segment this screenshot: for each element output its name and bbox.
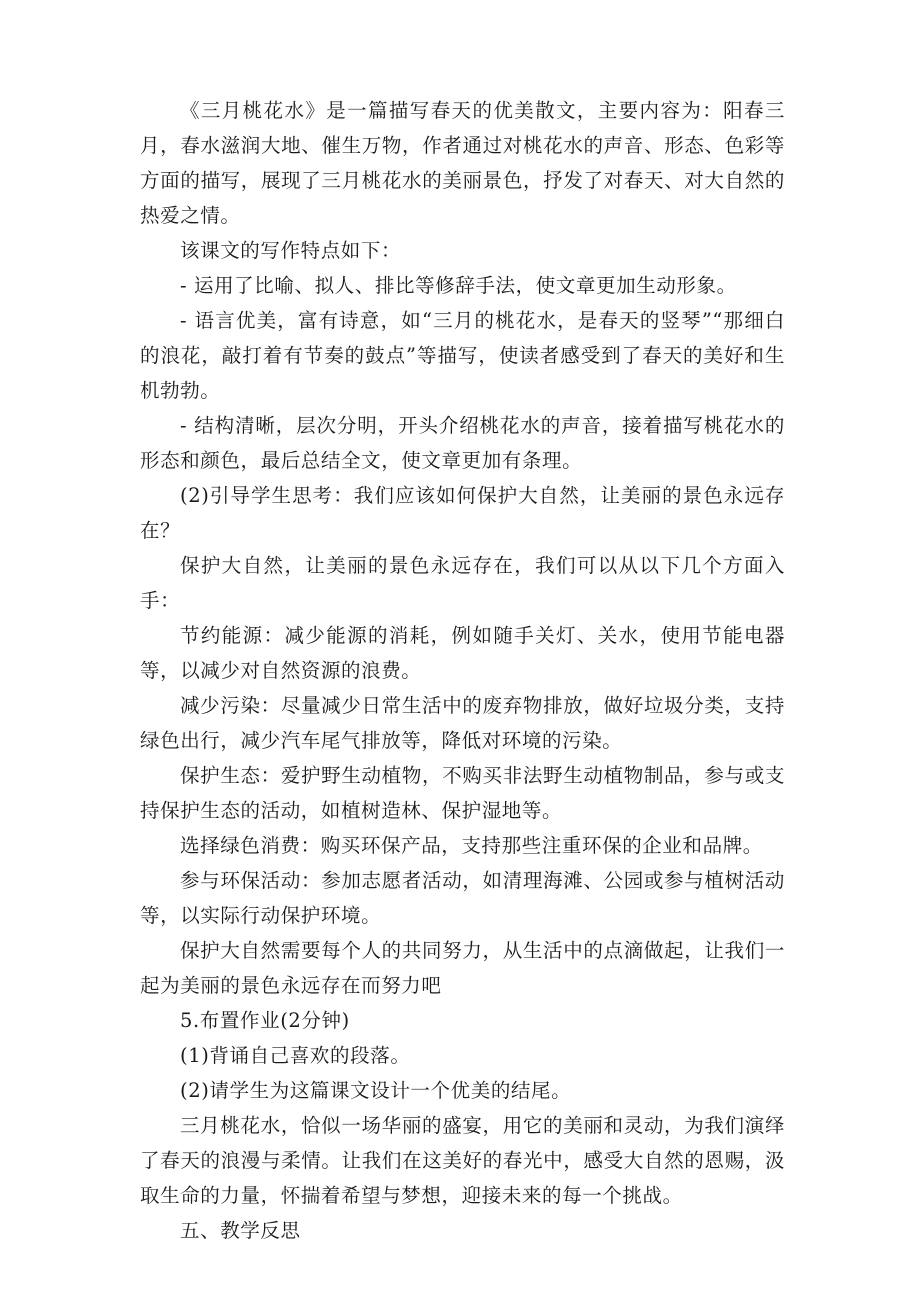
- paragraph-protection-intro: 保护大自然，让美丽的景色永远存在，我们可以从以下几个方面入手：: [140, 554, 785, 612]
- document-body: [140, 93, 785, 1248]
- paragraph-green-consumption: 选择绿色消费：购买环保产品，支持那些注重环保的企业和品牌。: [180, 834, 763, 857]
- section-heading-reflection: 五、教学反思: [180, 1219, 301, 1242]
- list-item-structure: - 结构清晰，层次分明，开头介绍桃花水的声音，接着描写桃花水的形态和颜色，最后总结全文，使文章更加有条理。: [140, 414, 785, 472]
- list-item-rhetoric: - 运用了比喻、拟人、排比等修辞手法，使文章更加生动形象。: [180, 274, 737, 297]
- homework-item-1: (1)背诵自己喜欢的段落。: [180, 1044, 411, 1067]
- paragraph-common-effort: 保护大自然需要每个人的共同努力，从生活中的点滴做起，让我们一起为美丽的景色永远存在而努力吧: [140, 939, 785, 997]
- list-item-language: - 语言优美，富有诗意，如“三月的桃花水，是春天的竖琴”“那细白的浪花，敲打着有节奏的鼓点”等描写，使读者感受到了春天的美好和生机勃勃。: [140, 309, 785, 402]
- paragraph-protect-ecology: 保护生态：爱护野生动植物，不购买非法野生动植物制品，参与或支持保护生态的活动，如植树造林、保护湿地等。: [140, 764, 785, 822]
- paragraph-features-heading: 该课文的写作特点如下：: [180, 239, 402, 262]
- section-heading-homework: 5.布置作业(2分钟): [180, 1009, 350, 1032]
- homework-item-2: (2)请学生为这篇课文设计一个优美的结尾。: [180, 1079, 572, 1102]
- paragraph-save-energy: 节约能源：减少能源的消耗，例如随手关灯、关水，使用节能电器等，以减少对自然资源的浪费。: [140, 624, 785, 682]
- paragraph-intro: 《三月桃花水》是一篇描写春天的优美散文，主要内容为：阳春三月，春水滋润大地、催生万物，作者通过对桃花水的声音、形态、色彩等方面的描写，展现了三月桃花水的美丽景色，抒发了对春天、对大自然的热爱之情。: [140, 99, 785, 227]
- paragraph-reduce-pollution: 减少污染：尽量减少日常生活中的废弃物排放，做好垃圾分类，支持绿色出行，减少汽车尾气排放等，降低对环境的污染。: [140, 694, 785, 752]
- paragraph-conclusion: 三月桃花水，恰似一场华丽的盛宴，用它的美丽和灵动，为我们演绎了春天的浪漫与柔情。让我们在这美好的春光中，感受大自然的恩赐，汲取生命的力量，怀揣着希望与梦想，迎接未来的每一个挑战。: [140, 1114, 785, 1207]
- paragraph-guiding-question: (2)引导学生思考：我们应该如何保护大自然，让美丽的景色永远存在？: [140, 484, 785, 542]
- paragraph-eco-activities: 参与环保活动：参加志愿者活动，如清理海滩、公园或参与植树活动等，以实际行动保护环境。: [140, 869, 785, 927]
